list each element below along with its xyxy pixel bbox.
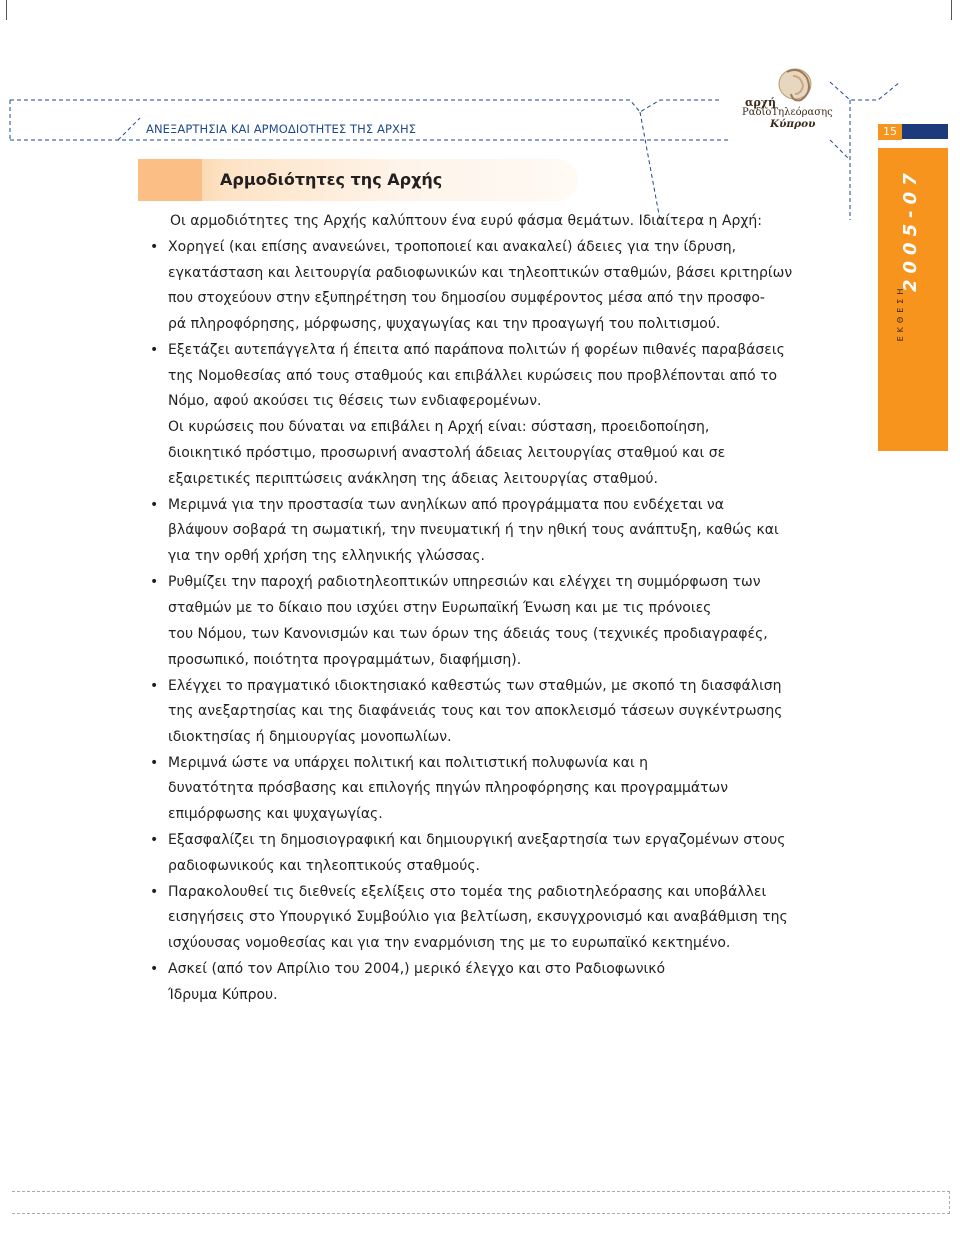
bullet-icon: • (150, 497, 159, 513)
bullet-item-line: Ασκεί (από τον Απρίλιο του 2004,) μερικό έλεγχο και στο Ραδιοφωνικό (168, 961, 666, 977)
bullet-item-line: Μεριμνά ώστε να υπάρχει πολιτική και πολιτιστική πολυφωνία και η (168, 755, 649, 771)
continuation-line: βλάψουν σοβαρά τη σωματική, την πνευματική ή την ηθική τους ανάπτυξη, καθώς και (168, 522, 779, 538)
bullet-item-line: Μεριμνά για την προστασία των ανηλίκων από προγράμματα που ενδέχεται να (168, 497, 724, 513)
continuation-line: σταθμών με το δίκαιο που ισχύει στην Ευρωπαϊκή Ένωση και με τις πρόνοιες (168, 600, 712, 616)
continuation-line: που στοχεύουν στην εξυπηρέτηση του δημοσίου συμφέροντος μέσα από την προσφο- (168, 290, 765, 306)
page-number: 15 (878, 124, 902, 140)
intro-paragraph: Οι αρμοδιότητες της Αρχής καλύπτουν ένα ευρύ φάσμα θεμάτων. Ιδιαίτερα η Αρχή: (170, 213, 763, 229)
bullet-item-line: Ρυθμίζει την παροχή ραδιοτηλεοπτικών υπηρεσιών και ελέγχει τη συμμόρφωση των (168, 574, 761, 590)
continuation-line: Ίδρυμα Κύπρου. (168, 987, 278, 1003)
section-heading: Αρμοδιότητες της Αρχής (220, 170, 443, 189)
continuation-line: ιδιοκτησίας ή δημιουργίας μονοπωλίων. (168, 729, 452, 745)
continuation-line: Οι κυρώσεις που δύναται να επιβάλει η Αρχή είναι: σύσταση, προειδοποίηση, (168, 419, 710, 435)
continuation-line: Νόμο, αφού ακούσει τις θέσεις των ενδιαφερομένων. (168, 393, 542, 409)
continuation-line: εγκατάσταση και λειτουργία ραδιοφωνικών και τηλεοπτικών σταθμών, βάσει κριτηρίων (168, 265, 793, 281)
logo-text-line3: Κύπρου (770, 118, 816, 130)
bullet-item-line: Εξετάζει αυτεπάγγελτα ή έπειτα από παράπονα πολιτών ή φορέων πιθανές παραβάσεις (168, 342, 785, 358)
bullet-item-line: Ελέγχει το πραγματικό ιδιοκτησιακό καθεστώς των σταθμών, με σκοπό τη διασφάλιση (168, 678, 782, 694)
bullet-icon: • (150, 884, 159, 900)
continuation-line: προσωπικό, ποιότητα προγραμμάτων, διαφήμιση). (168, 652, 522, 668)
continuation-line: της Νομοθεσίας από τους σταθμούς και επιβάλλει κυρώσεις που προβλέπονται από το (168, 368, 778, 384)
continuation-line: του Νόμου, των Κανονισμών και των όρων της άδειάς τους (τεχνικές προδιαγραφές, (168, 626, 768, 642)
sidebar-label: ΕΚΘΕΣΗ (896, 284, 905, 342)
bullet-icon: • (150, 755, 159, 771)
continuation-line: επιμόρφωσης και ψυχαγωγίας. (168, 806, 383, 822)
continuation-line: δυνατότητα πρόσβασης και επιλογής πηγών πληροφόρησης και προγραμμάτων (168, 780, 729, 796)
continuation-line: ισχύουσας νομοθεσίας και για την εναρμόνιση της με το ευρωπαϊκό κεκτημένο. (168, 935, 731, 951)
bullet-icon: • (150, 678, 159, 694)
bullet-icon: • (150, 239, 159, 255)
continuation-line: εξαιρετικές περιπτώσεις ανάκληση της άδειας λειτουργίας σταθμού. (168, 471, 658, 487)
continuation-line: για την ορθή χρήση της ελληνικής γλώσσας. (168, 548, 485, 564)
bullet-icon: • (150, 961, 159, 977)
sidebar-year: 2005-07 (900, 167, 921, 292)
bullet-item-line: Εξασφαλίζει τη δημοσιογραφική και δημιουργική ανεξαρτησία των εργαζομένων στους (168, 832, 786, 848)
footer-dashed-frame (12, 1191, 950, 1214)
continuation-line: της ανεξαρτησίας και της διαφάνειάς τους και τον αποκλεισμό τάσεων συγκέντρωσης (168, 703, 783, 719)
continuation-line: εισηγήσεις στο Υπουργικό Συμβούλιο για βελτίωση, εκσυγχρονισμό και αναβάθμιση της (168, 909, 788, 925)
bullet-icon: • (150, 832, 159, 848)
section-heading-square (138, 159, 202, 201)
logo-text-line2: ΡαδιοΤηλεόρασης (742, 107, 833, 118)
header-title: ΑΝΕΞΑΡΤΗΣΙΑ ΚΑΙ ΑΡΜΟΔΙΟΤΗΤΕΣ ΤΗΣ ΑΡΧΗΣ (146, 122, 417, 136)
bullet-item-line: Χορηγεί (και επίσης ανανεώνει, τροποποιεί και ανακαλεί) άδειες για την ίδρυση, (168, 239, 737, 255)
continuation-line: ρά πληροφόρησης, μόρφωσης, ψυχαγωγίας και την προαγωγή του πολιτισμού. (168, 316, 721, 332)
logo-text-line1: αρχή (745, 96, 777, 109)
bullet-icon: • (150, 574, 159, 590)
bullet-item-line: Παρακολουθεί τις διεθνείς εξελίξεις στο τομέα της ραδιοτηλεόρασης και υποβάλλει (168, 884, 767, 900)
continuation-line: ραδιοφωνικούς και τηλεοπτικούς σταθμούς. (168, 858, 480, 874)
bullet-icon: • (150, 342, 159, 358)
continuation-line: διοικητικό πρόστιμο, προσωρινή αναστολή άδειας λειτουργίας σταθμού και σε (168, 445, 726, 461)
